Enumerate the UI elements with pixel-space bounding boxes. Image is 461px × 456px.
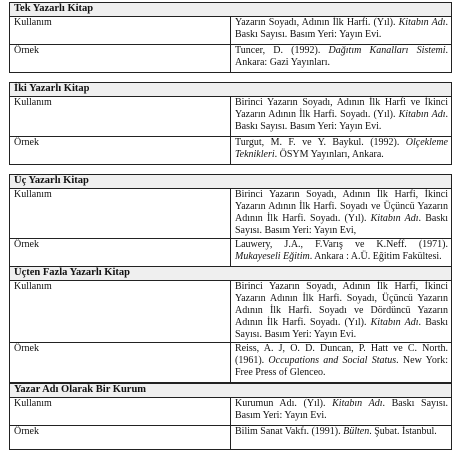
row-value bbox=[231, 398, 452, 426]
row-label: Örnek bbox=[10, 45, 231, 73]
section-yazar-adi-olarak-kurum bbox=[9, 383, 452, 450]
reference-table bbox=[9, 266, 452, 383]
section-uc-yazarli-kitap bbox=[9, 174, 452, 267]
table-row bbox=[10, 239, 452, 267]
table-row bbox=[10, 343, 452, 383]
text-run: Bilim Sanat Vakfı. (1991). bbox=[235, 426, 344, 437]
row-label: Örnek bbox=[10, 239, 231, 267]
row-value bbox=[231, 426, 452, 450]
table-row bbox=[10, 17, 452, 45]
title-italic-text: Occupations and Social Status bbox=[268, 355, 397, 366]
title-italic-text: Kitabın Adı bbox=[398, 17, 446, 28]
text-run: . Baskı Sayısı. Basım Yeri: Yayın Evi. bbox=[235, 398, 449, 421]
text-run: Birinci Yazarın Soyadı, Adının İlk Harfi, İkinci Yazarın Adının İlk Harfi. Soyadı ve Üçüncü Yazarın Adının İlk Harfi. Soyadı. (Yıl). bbox=[235, 189, 448, 224]
section-ucten-fazla-yazarli-kitap bbox=[9, 266, 452, 383]
table-row bbox=[10, 281, 452, 343]
row-label: Kullanım bbox=[10, 281, 231, 343]
section-title: Üçten Fazla Yazarlı Kitap bbox=[10, 267, 452, 281]
title-italic-text: Kitabın Adı bbox=[332, 398, 383, 409]
section-iki-yazarli-kitap bbox=[9, 82, 452, 165]
section-title: Üç Yazarlı Kitap bbox=[10, 175, 452, 189]
row-label: Kullanım bbox=[10, 97, 231, 137]
table-row bbox=[10, 97, 452, 137]
text-run: Turgut, M. F. ve Y. Baykul. (1992). bbox=[235, 137, 406, 148]
row-label: Örnek bbox=[10, 426, 231, 450]
table-row bbox=[10, 137, 452, 165]
reference-table bbox=[9, 82, 452, 165]
section-title: Tek Yazarlı Kitap bbox=[10, 3, 452, 17]
section-title: İki Yazarlı Kitap bbox=[10, 83, 452, 97]
section-title: Yazar Adı Olarak Bir Kurum bbox=[10, 384, 452, 398]
row-value bbox=[231, 137, 452, 165]
text-run: Yazarın Soyadı, Adının İlk Harfi. (Yıl). bbox=[235, 17, 399, 28]
title-italic-text: Dağıtım Kanalları Sistemi bbox=[328, 45, 446, 56]
text-run: . Ankara: Gazi Yayınları. bbox=[235, 45, 449, 68]
row-label: Kullanım bbox=[10, 398, 231, 426]
section-tek-yazarli-kitap bbox=[9, 2, 452, 73]
text-run: . Baskı Sayısı. Basım Yeri: Yayın Evi, bbox=[235, 213, 449, 236]
text-run: Birinci Yazarın Soyadı, Adının İlk Harfi ve İkinci Yazarın Adının İlk Harfi. Soyadı. (Yıl). bbox=[235, 97, 448, 120]
reference-table bbox=[9, 2, 452, 73]
text-run: . Baskı Sayısı. Basım Yeri: Yayın Evi. bbox=[235, 109, 448, 132]
text-run: . ÖSYM Yayınları, Ankara. bbox=[274, 149, 384, 160]
text-run: Lauwery, J.A., F.Varış ve K.Neff. (1971). bbox=[235, 239, 448, 250]
table-row bbox=[10, 398, 452, 426]
text-run: . Şubat. İstanbul. bbox=[369, 426, 437, 437]
text-run: Reiss, A. J, O. D. Duncan, P. Hatt ve C. North. (1961). bbox=[235, 343, 448, 366]
text-run: . New York: Free Press of Glenceo. bbox=[235, 355, 448, 378]
row-value bbox=[231, 343, 452, 383]
title-italic-text: Ölçekleme Teknikleri bbox=[235, 137, 448, 160]
title-italic-text: Kitabın Adı bbox=[370, 213, 419, 224]
text-run: Tuncer, D. (1992). bbox=[235, 45, 329, 56]
text-run: . Ankara : A.Ü. Eğitim Fakültesi. bbox=[309, 251, 442, 262]
row-value bbox=[231, 97, 452, 137]
title-italic-text: Kitabın Adı bbox=[370, 317, 419, 328]
row-label: Kullanım bbox=[10, 189, 231, 239]
row-value bbox=[231, 281, 452, 343]
row-value bbox=[231, 189, 452, 239]
text-run: . Baskı Sayısı. Basım Yeri: Yayın Evi. bbox=[235, 17, 448, 40]
row-label: Örnek bbox=[10, 137, 231, 165]
text-run: Kurumun Adı. (Yıl). bbox=[235, 398, 333, 409]
row-label: Kullanım bbox=[10, 17, 231, 45]
reference-table bbox=[9, 383, 452, 450]
title-italic-text: Kitabın Adı bbox=[398, 109, 446, 120]
title-italic-text: Mukayeseli Eğitim bbox=[235, 251, 310, 262]
table-row bbox=[10, 189, 452, 239]
row-label: Örnek bbox=[10, 343, 231, 383]
text-run: . Baskı Sayısı. Basım Yeri: Yayın Evi. bbox=[235, 317, 449, 340]
row-value bbox=[231, 45, 452, 73]
reference-table bbox=[9, 174, 452, 267]
title-italic-text: Bülten bbox=[343, 426, 370, 437]
row-value bbox=[231, 239, 452, 267]
text-run: Birinci Yazarın Soyadı, Adının İlk Harfi, İkinci Yazarın Adının İlk Harfi. Soyadı, Üçüncü Yazarın Adının İlk Harfi. Soyadı ve Dördüncü Yazarın Adının İlk Harfi. Soyadı. (Yıl). bbox=[235, 281, 448, 328]
row-value bbox=[231, 17, 452, 45]
table-row bbox=[10, 45, 452, 73]
table-row bbox=[10, 426, 452, 450]
